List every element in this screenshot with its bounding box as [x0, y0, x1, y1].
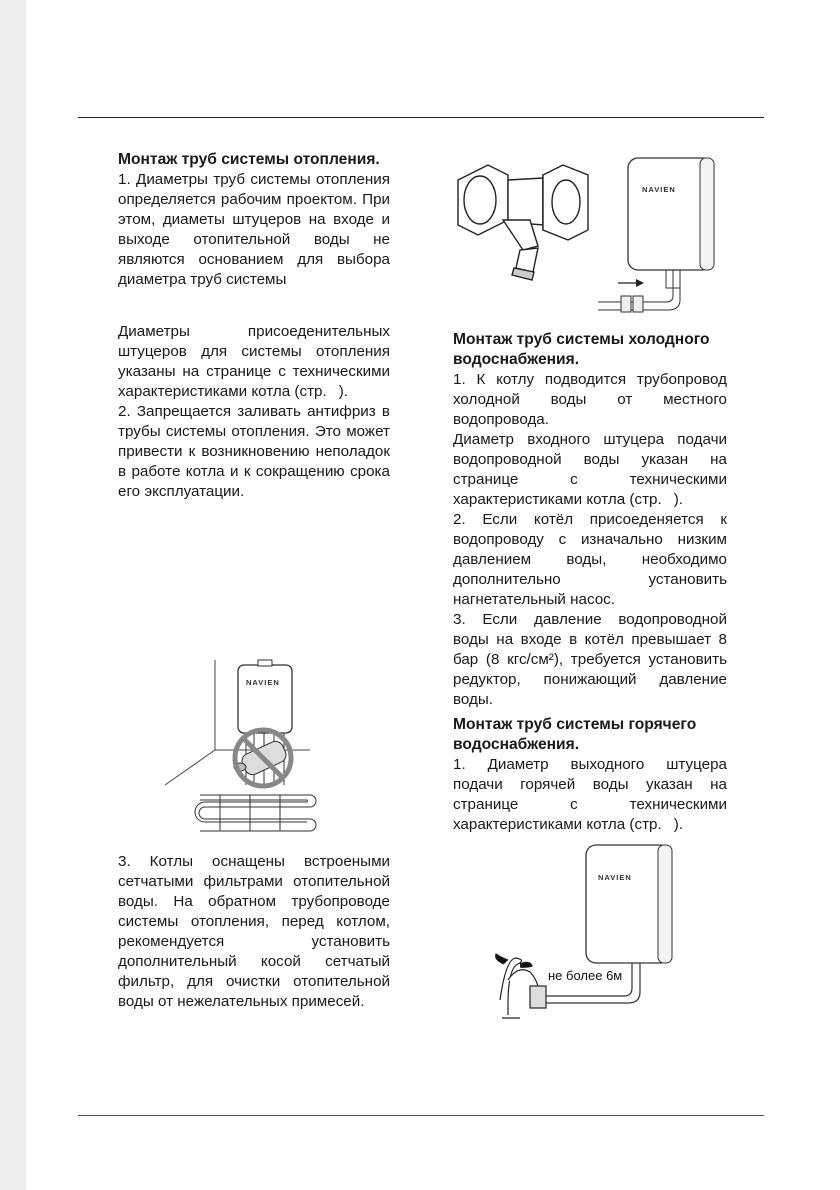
antifreeze-prohibited-illustration [160, 655, 320, 835]
cold-water-title: Монтаж труб системы холодного водоснабжения. [453, 331, 710, 368]
cold-water-section [453, 330, 727, 710]
cold-water-p2-close: ). [673, 491, 683, 508]
hot-water-tap-illustration [490, 840, 690, 1030]
boiler-cold-inlet [598, 158, 714, 312]
cold-water-paragraph-1: 1. К котлу подводится трубопровод холодной воды от местного водопровода. [453, 371, 727, 428]
hot-water-title: Монтаж труб системы горячего водоснабжения. [453, 716, 697, 753]
y-strainer-icon [458, 165, 588, 280]
water-tap-icon [496, 954, 546, 1018]
page-side-strip [0, 0, 26, 1190]
heating-title: Монтаж труб системы отопления. [118, 151, 380, 168]
cold-water-paragraph-3: 2. Если котёл присоеденяется к водопроводу с изначально низким давлением воды, необходимо дополнительно установить нагнетательный насос. [453, 511, 727, 608]
heating-section-cont [118, 322, 390, 502]
heating-paragraph-2 [118, 322, 390, 402]
boiler-brand-label-3: NAVIEN [598, 873, 632, 882]
cold-water-paragraph-2 [453, 430, 727, 510]
cold-water-paragraph-4: 3. Если давление водопроводной воды на входе в котёл превышает 8 бар (8 кгс/см²), требуется установить редуктор, понижающий давление воды. [453, 611, 727, 708]
footer-rule [78, 1115, 764, 1116]
hot-water-p1-text: 1. Диаметр выходного штуцера подачи горячей воды указан на странице с техническими характеристиками котла (стр. [453, 756, 727, 833]
header-rule [78, 117, 764, 118]
heating-p2-close: ). [338, 383, 348, 400]
inlet-arrow-icon [618, 279, 644, 287]
heating-section-end [118, 852, 390, 1012]
hot-water-p1-close: ). [673, 816, 683, 833]
heating-paragraph-4: 3. Котлы оснащены встроеными сетчатыми фильтрами отопительной воды. На обратном трубопроводе системы отопления, перед котлом, рекомендуется установить дополнительный косой сетчатый фильтр, для очистки отопительной воды от нежелательных примесей. [118, 853, 390, 1010]
heating-p2-text: Диаметры присоеденительных штуцеров для системы отопления указаны на странице с техническими характеристиками котла (стр. [118, 323, 390, 400]
heating-paragraph-3: 2. Запрещается заливать антифриз в трубы системы отопления. Это может привести к возникновению неполадок в работе котла и к сокращению срока его эксплуатации. [118, 403, 390, 500]
heating-section [118, 150, 390, 290]
hot-water-paragraph-1 [453, 755, 727, 835]
heating-paragraph-1: 1. Диаметры труб системы отопления определяется рабочим проектом. При этом, диаметы штуцеров на входе и выходе отопительной воды не являются основанием для выбора диаметра труб системы [118, 171, 390, 288]
boiler-brand-label: NAVIEN [246, 678, 280, 687]
boiler-body [238, 665, 292, 733]
distance-limit-label: не более 6м [548, 968, 623, 983]
strainer-and-boiler-illustration [448, 150, 738, 320]
boiler-brand-label-2: NAVIEN [642, 185, 676, 194]
hot-water-section [453, 715, 727, 835]
cold-water-p2-text: Диаметр входного штуцера подачи водопроводной воды указан на странице с техническими характеристиками котла (стр. [453, 431, 727, 508]
